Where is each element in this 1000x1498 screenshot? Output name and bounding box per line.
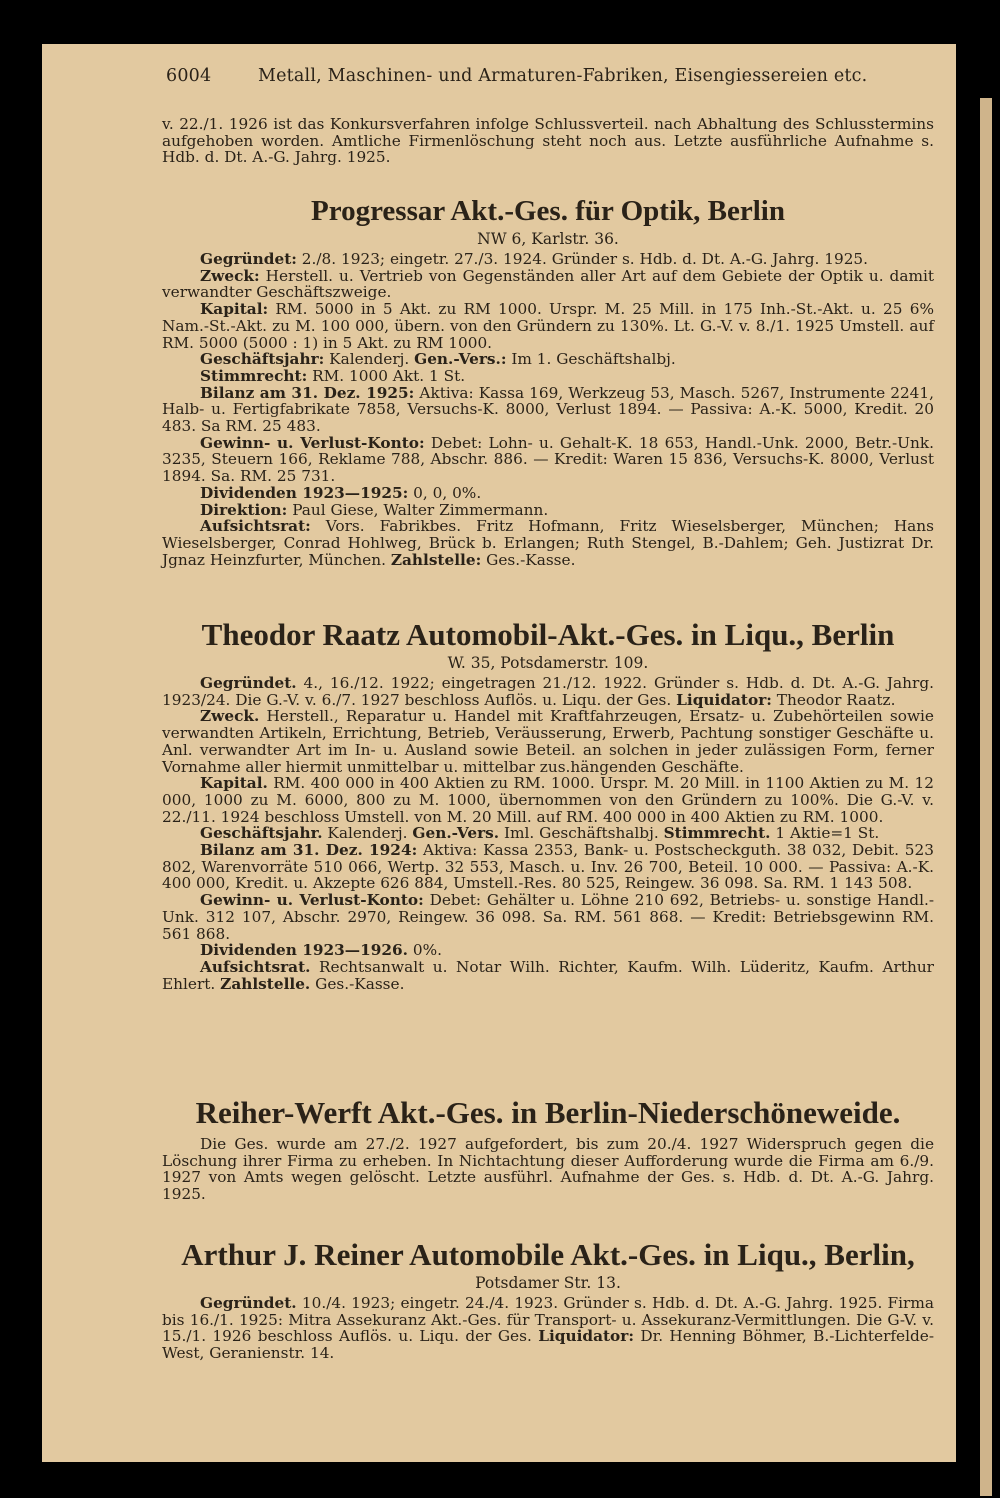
running-header (166, 66, 926, 86)
intro-text: v. 22./1. 1926 ist das Konkursverfahren infolge Schlussverteil. nach Abhaltung des Schlusstermins aufgehoben worden. Amtliche Firmenlöschung steht noch aus. Letzte ausführliche Aufnahme s. Hdb. d. Dt. A.-G. Jahrg. 1925. (162, 115, 934, 167)
item-purpose: Zweck: Herstell. u. Vertrieb von Gegenständen aller Art auf dem Gebiete der Optik u. damit verwandter Geschäftszweige. (162, 266, 934, 302)
entry-address: NW 6, Karlstr. 36. (477, 230, 619, 248)
item-founded: Gegründet. 4., 16./12. 1922; eingetragen 21./12. 1922. Gründer s. Hdb. d. Dt. A.-G. Jahrg. 1923/24. Die G.-V. v. 6./7. 1927 beschloss Auflös. u. Liqu. der Ges. Liquidator: Theodor Raatz. (162, 674, 934, 709)
entry-progressar (162, 194, 934, 568)
entry-title: Arthur J. Reiner Automobile Akt.-Ges. in Liqu., Berlin, (181, 1237, 915, 1272)
entry-theodor-raatz (162, 618, 934, 992)
entry-arthur-reiner (162, 1238, 934, 1362)
item-supervisory-board: Aufsichtsrat. Rechtsanwalt u. Notar Wilh. Richter, Kaufm. Wilh. Lüderitz, Kaufm. Arthur Ehlert. Zahlstelle. Ges.-Kasse. (162, 957, 934, 993)
item-notice: Die Ges. wurde am 27./2. 1927 aufgefordert, bis zum 20./4. 1927 Widerspruch gegen die Löschung ihrer Firma zu erheben. In Nichtachtung dieser Aufforderung wurde die Firma am 6./9. 1927 von Amts wegen gelöscht. Letzte ausführl. Aufnahme der Ges. s. Hdb. d. Dt. A.-G. Jahrg. 1925. (162, 1135, 934, 1204)
item-dividends: Dividenden 1923—1925: 0, 0, 0%. (200, 483, 482, 502)
item-fiscal-year: Geschäftsjahr. Kalenderj. Gen.-Vers. Iml. Geschäftshalbj. Stimmrecht. 1 Aktie=1 St. (200, 824, 880, 843)
entry-reiher-werft (162, 1096, 934, 1203)
item-profit-loss: Gewinn- u. Verlust-Konto: Debet: Lohn- u. Gehalt-K. 18 653, Handl.-Unk. 2000, Betr.-Unk. 3235, Steuern 166, Reklame 788, Abschr. 886. — Kredit: Waren 15 836, Versuchs-K. 8000, Verlust 1894. Sa. RM. 25 731. (162, 433, 934, 486)
entry-body (162, 251, 934, 568)
item-capital: Kapital: RM. 5000 in 5 Akt. zu RM 1000. Urspr. M. 25 Mill. in 175 Inh.-St.-Akt. u. 25 6% Nam.-St.-Akt. zu M. 100 000, übern. von den Gründern zu 130%. Lt. G.-V. v. 8./1. 1925 Umstell. auf RM. 5000 (5000 : 1) in 5 Akt. zu RM 1000. (162, 300, 934, 352)
item-founded: Gegründet: 2./8. 1923; eingetr. 27./3. 1924. Gründer s. Hdb. d. Dt. A.-G. Jahrg. 1925. (200, 250, 869, 268)
page-edge (980, 98, 992, 1496)
item-balance: Bilanz am 31. Dez. 1925: Aktiva: Kassa 169, Werkzeug 53, Masch. 5267, Instrumente 2241, Halb- u. Fertigfabrikate 7858, Versuchs-K. 8000, Verlust 1894. — Passiva: A.-K. 5000, Kredit. 20 483. Sa RM. 25 483. (162, 383, 934, 436)
entry-title: Progressar Akt.-Ges. für Optik, Berlin (311, 195, 785, 227)
entry-title: Theodor Raatz Automobil-Akt.-Ges. in Liqu., Berlin (201, 617, 895, 652)
entry-body (162, 1295, 934, 1362)
running-title: Metall, Maschinen- und Armaturen-Fabriken, Eisengiessereien etc. (258, 66, 868, 86)
item-fiscal-year: Geschäftsjahr: Kalenderj. Gen.-Vers.: Im 1. Geschäftshalbj. (200, 350, 676, 369)
item-profit-loss: Gewinn- u. Verlust-Konto: Debet: Gehälter u. Löhne 210 692, Betriebs- u. sonstige Handl.-Unk. 312 107, Abschr. 2970, Reingew. 36 098. Sa. RM. 561 868. — Kredit: Betriebsgewinn RM. 561 868. (162, 891, 934, 943)
entry-address: W. 35, Potsdamerstr. 109. (447, 654, 649, 672)
item-management: Direktion: Paul Giese, Walter Zimmermann. (200, 500, 549, 519)
item-capital: Kapital. RM. 400 000 in 400 Aktien zu RM. 1000. Urspr. M. 20 Mill. in 1100 Aktien zu M. 12 000, 1000 zu M. 6000, 800 zu M. 1000, übernommen von den Gründern zu 100%. Die G.-V. v. 22./11. 1924 beschloss Umstell. von M. 20 Mill. auf RM. 400 000 in 400 Aktien zu RM. 1000. (162, 774, 934, 826)
item-founded: Gegründet. 10./4. 1923; eingetr. 24./4. 1923. Gründer s. Hdb. d. Dt. A.-G. Jahrg. 1925. Firma bis 16./1. 1925: Mitra Assekuranz Akt.-Ges. für Transport- u. Assekuranz-Vermittlungen. Die G-V. v. 15./1. 1926 beschloss Auflös. u. Liqu. der Ges. Liquidator: Dr. Henning Böhmer, B.-Lichterfelde-West, Geranienstr. 14. (162, 1294, 934, 1363)
page-number: 6004 (166, 66, 212, 86)
scanned-page (42, 44, 956, 1462)
entry-body (162, 675, 934, 992)
item-purpose: Zweck. Herstell., Reparatur u. Handel mit Kraftfahrzeugen, Ersatz- u. Zubehörteilen sowie verwandten Artikeln, Errichtung, Betrieb, Veräusserung, Erwerb, Pachtung sonstiger Geschäfte u. Anl. verwandter Art im In- u. Ausland sowie Beteil. an solchen in jeder zulässigen Form, ferner Vornahme aller hiermit unmittelbar u. mittelbar zus.hängenden Geschäfte. (162, 707, 934, 776)
item-supervisory-board: Aufsichtsrat: Vors. Fabrikbes. Fritz Hofmann, Fritz Wieselsberger, München; Hans Wieselsberger, Conrad Hohlweg, Brück b. Erlangen; Ruth Stengel, B.-Dahlem; Geh. Justizrat Dr. Jgnaz Heinzfurter, München. Zahlstelle: Ges.-Kasse. (162, 517, 934, 569)
item-balance: Bilanz am 31. Dez. 1924: Aktiva: Kassa 2353, Bank- u. Postscheckguth. 38 032, Debit. 523 802, Warenvorräte 510 066, Wertp. 32 553, Masch. u. Inv. 26 700, Beteil. 10 000. — Passiva: A.-K. 400 000, Kredit. u. Akzepte 626 884, Umstell.-Res. 80 525, Reingew. 36 098. Sa. RM. 1 143 508. (162, 841, 934, 893)
item-dividends: Dividenden 1923—1926. 0%. (200, 941, 442, 960)
item-voting-right: Stimmrecht: RM. 1000 Akt. 1 St. (200, 366, 466, 385)
entry-address: Potsdamer Str. 13. (475, 1274, 621, 1292)
entry-body (162, 1136, 934, 1203)
entry-title: Reiher-Werft Akt.-Ges. in Berlin-Niederschöneweide. (195, 1095, 901, 1130)
intro-paragraph (162, 116, 934, 166)
